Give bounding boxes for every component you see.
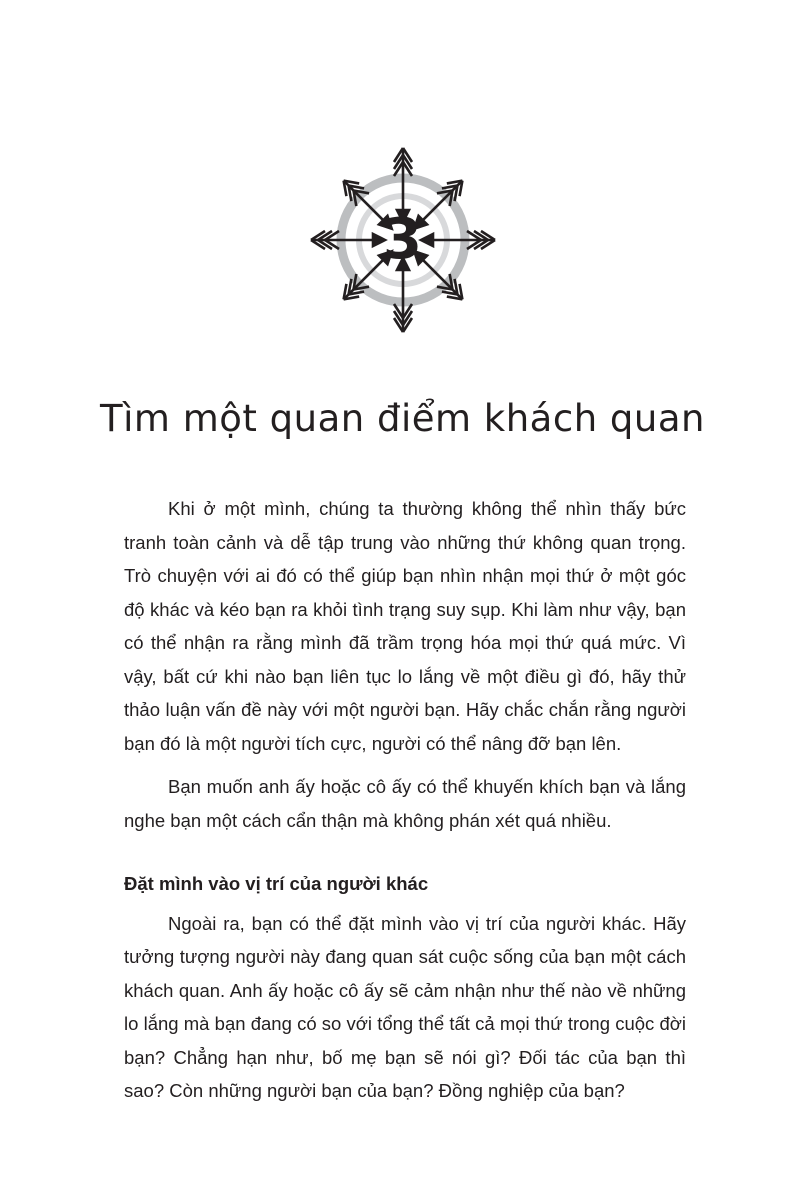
paragraph: Khi ở một mình, chúng ta thường không thể nhìn thấy bức tranh toàn cảnh và dễ tập trung vào những thứ không quan trọng. Trò chuyện với ai đó có thể giúp bạn nhìn nhận mọi thứ ở một góc độ khác và kéo bạn ra khỏi tình trạng suy sụp. Khi làm như vậy, bạn có thể nhận ra rằng mình đã trầm trọng hóa mọi thứ quá mức. Vì vậy, bất cứ khi nào bạn liên tục lo lắng về một điều gì đó, hãy thử thảo luận vấn đề này với một người bạn. Hãy chắc chắn rằng người bạn đó là một người tích cực, người có thể nâng đỡ bạn lên.	[124, 498, 686, 754]
paragraph: Ngoài ra, bạn có thể đặt mình vào vị trí của người khác. Hãy tưởng tượng người này đang quan sát cuộc sống của bạn một cách khách quan. Anh ấy hoặc cô ấy sẽ cảm nhận như thế nào về những lo lắng mà bạn đang có so với tổng thể tất cả mọi thứ trong cuộc đời bạn? Chẳng hạn như, bố mẹ bạn sẽ nói gì? Đối tác của bạn thì sao? Còn những người bạn của bạn? Đồng nghiệp của bạn?	[124, 912, 686, 1101]
section-subheading: Đặt mình vào vị trí của người khác	[124, 873, 429, 894]
page-title: Tìm một quan điểm khách quan	[100, 396, 705, 440]
archery-target-with-arrows-icon	[293, 130, 513, 350]
body-text	[124, 492, 686, 1108]
paragraph: Bạn muốn anh ấy hoặc cô ấy có thể khuyến khích bạn và lắng nghe bạn một cách cẩn thận mà không phán xét quá nhiều.	[124, 776, 686, 831]
chapter-emblem-container	[0, 130, 805, 350]
chapter-number: 3	[383, 207, 422, 272]
